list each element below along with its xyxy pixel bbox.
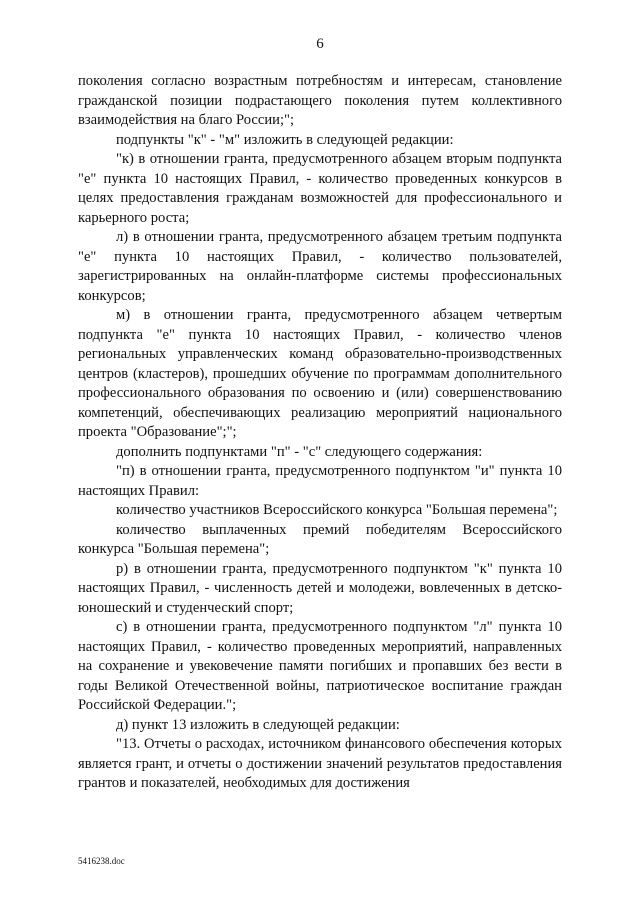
footer-doc-code: 5416238.doc (78, 856, 125, 866)
paragraph-item-k: "к) в отношении гранта, предусмотренного абзацем вторым подпункта "е" пункта 10 настоящих Правил, - количество проведенных конкурсов в целях предоставления гражданам возможностей для профессионального и карьерного роста; (78, 151, 562, 226)
paragraph-point-13: "13. Отчеты о расходах, источником финансового обеспечения которых является грант, и отчеты о достижении значений результатов предоставления грантов и показателей, необходимых для достижения (78, 736, 562, 791)
paragraph-item-l: л) в отношении гранта, предусмотренного абзацем третьим подпункта "е" пункта 10 настоящих Правил, - количество пользователей, зарегистрированных на онлайн-платформе системы профессиональных конкурсов; (78, 229, 562, 304)
paragraph-subitems-k-m: подпункты "к" - "м" изложить в следующей редакции: (116, 131, 454, 148)
paragraph-item-p: "п) в отношении гранта, предусмотренного подпунктом "и" пункта 10 настоящих Правил: (78, 463, 562, 499)
paragraph-participants-count: количество участников Всероссийского конкурса "Большая перемена"; (116, 502, 558, 518)
paragraph-add-items: дополнить подпунктами "п" - "с" следующего содержания: (116, 443, 483, 460)
document-body (78, 72, 562, 794)
paragraph-item-m: м) в отношении гранта, предусмотренного абзацем четвертым подпункта "е" пункта 10 настоящих Правил, - количество членов региональных управленческих команд образовательно-производственных центров (кластеров), прошедших обучение по программам дополнительного профессионального образования по освоению и (или) совершенствованию компетенций, обеспечивающих реализацию мероприятий национального проекта "Образование";"; (78, 307, 562, 440)
paragraph-continuation: поколения согласно возрастным потребностям и интересам, становление гражданской позиции подрастающего поколения путем коллективного взаимодействия на благо России;"; (78, 73, 562, 128)
paragraph-item-d: д) пункт 13 изложить в следующей редакции: (116, 716, 400, 733)
paragraph-item-r: р) в отношении гранта, предусмотренного подпунктом "к" пункта 10 настоящих Правил, - численность детей и молодежи, вовлеченных в детско-юношеский и студенческий спорт; (78, 560, 562, 616)
page-number: 6 (316, 36, 324, 52)
paragraph-item-s: с) в отношении гранта, предусмотренного подпунктом "л" пункта 10 настоящих Правил, - количество проведенных мероприятий, направленных на сохранение и увековечение памяти погибших и пропавших без вести в годы Великой Отечественной войны, патриотическое воспитание граждан Российской Федерации."; (78, 619, 562, 713)
paragraph-prizes-count: количество выплаченных премий победителям Всероссийского конкурса "Большая перемена"; (78, 521, 562, 557)
